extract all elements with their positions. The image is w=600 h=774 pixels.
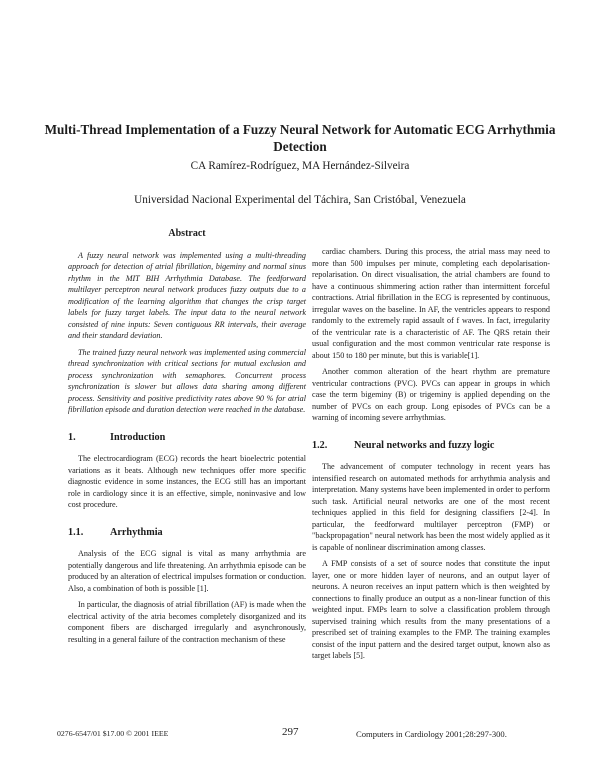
section-title: Arrhythmia xyxy=(110,526,163,538)
section-title: Neural networks and fuzzy logic xyxy=(354,439,495,451)
body-paragraph: A FMP consists of a set of source nodes that constitute the input layer, one or more hidden layer of neurons, and an output layer of neurons. A neuron receives an input pattern which is then weighted by connections to finally produce an output as a non-linear function of this weighted input. FMPs learn to solve a classification problem through supervised training which results from the many presentations of a prescribed set of training examples to the FMP. The training examples consist of the input pattern and the desired target output, known also as target labels [5]. xyxy=(312,559,550,660)
section-number: 1. xyxy=(68,431,76,443)
right-column xyxy=(312,246,550,662)
body-paragraph: Another common alteration of the heart rhythm are premature ventricular contractions (PVC). PVCs can appear in groups in which case the term bigeminy (B) or trigeminy is applied depending on the number of PVCs on each group. Long episodes of PVCs can be a warning of incoming severe arrhythmias. xyxy=(312,367,550,422)
abstract-paragraph: A fuzzy neural network was implemented using a multi-threading approach for detection of atrial fibrillation, bigeminy and normal sinus rhythm in the MIT BIH Arrhythmia Database. The feedforward multilayer perceptron neural network produces fuzzy outputs due to a modification of the learning algorithm that changes the crisp target labels for fuzzy target labels. The input data to the neural network consisted of nine inputs: Seven contiguous RR intervals, their average and their standard deviation. xyxy=(68,250,306,340)
body-paragraph: Analysis of the ECG signal is vital as many arrhythmia are potentially dangerous and life threatening. An arrhythmia episode can be produced by an alteration of electrical impulses formation or conduction. Also, a combination of both is possible [1]. xyxy=(68,549,306,593)
paper-title: Multi-Thread Implementation of a Fuzzy Neural Network for Automatic ECG Arrhythmia Detection xyxy=(44,122,556,154)
body-paragraph: In particular, the diagnosis of atrial fibrillation (AF) is made when the electrical activity of the atria becomes completely disorganized and its component fibers are discharged irregularly and asynchronously, resulting in a general failure of the contraction mechanism of these xyxy=(68,600,306,644)
left-column xyxy=(68,228,306,645)
body-paragraph: The electrocardiogram (ECG) records the heart bioelectric potential variations as it beats. Although new techniques offer more specific diagnostic evidence in some instances, the ECG still has an important role in cardiology since it is an effective, simple, noninvasive and low cost procedure. xyxy=(68,454,306,509)
section-heading-introduction xyxy=(68,432,306,444)
abstract-heading: Abstract xyxy=(168,228,206,239)
section-number: 1.1. xyxy=(68,526,84,538)
copyright-notice: 0276-6547/01 $17.00 © 2001 IEEE xyxy=(57,729,169,738)
author-list: CA Ramírez-Rodríguez, MA Hernández-Silveira xyxy=(190,160,410,172)
section-heading-neural-networks xyxy=(312,440,550,452)
section-heading-arrhythmia xyxy=(68,527,306,539)
body-paragraph: The advancement of computer technology in recent years has intensified research on automated methods for arrhythmia analysis and interpretation. Many systems have been implemented in order to perform such task. Artificial neural networks are one of the most recent techniques applied in this field for designing classifiers [2-4]. In particular, the feedforward multilayer perceptron (FMP) or "backpropagation" neural network has been the most widely applied as it is capable of nonlinear discrimination among classes. xyxy=(312,462,550,552)
abstract-paragraph: The trained fuzzy neural network was implemented using commercial thread synchronization with critical sections for mutual exclusion and process synchronization with semaphores. Concurrent process synchronization is slower but allows data sharing among different process. Sensitivity and positive predictivity rates above 90 % for atrial fibrillation episode and duration detection were reached in the database. xyxy=(68,347,306,414)
page-number: 297 xyxy=(282,726,299,738)
body-paragraph: cardiac chambers. During this process, the atrial mass may need to more than 500 impulses per minute, completing each depolarisation-repolarisation. On direct visualisation, the atrial chambers are found to have a continuous shimmering action rather than intermittent forceful contractions. Atrial fibrillation in the ECG is represented by continuous, irregular waves on the baseline. In AF, the ventricles appears to respond randomly to the extremely rapid assault of f waves. In fact, irregularity of the ventricular rate is a characteristic of AF. The QRS retain their usual configuration and the most common ventricular rate response is about 150 to 180 per minute, but this is variable[1]. xyxy=(312,247,550,360)
section-number: 1.2. xyxy=(312,439,328,451)
section-title: Introduction xyxy=(110,431,166,443)
journal-citation: Computers in Cardiology 2001;28:297-300. xyxy=(356,729,507,739)
affiliation: Universidad Nacional Experimental del Táchira, San Cristóbal, Venezuela xyxy=(134,194,466,206)
